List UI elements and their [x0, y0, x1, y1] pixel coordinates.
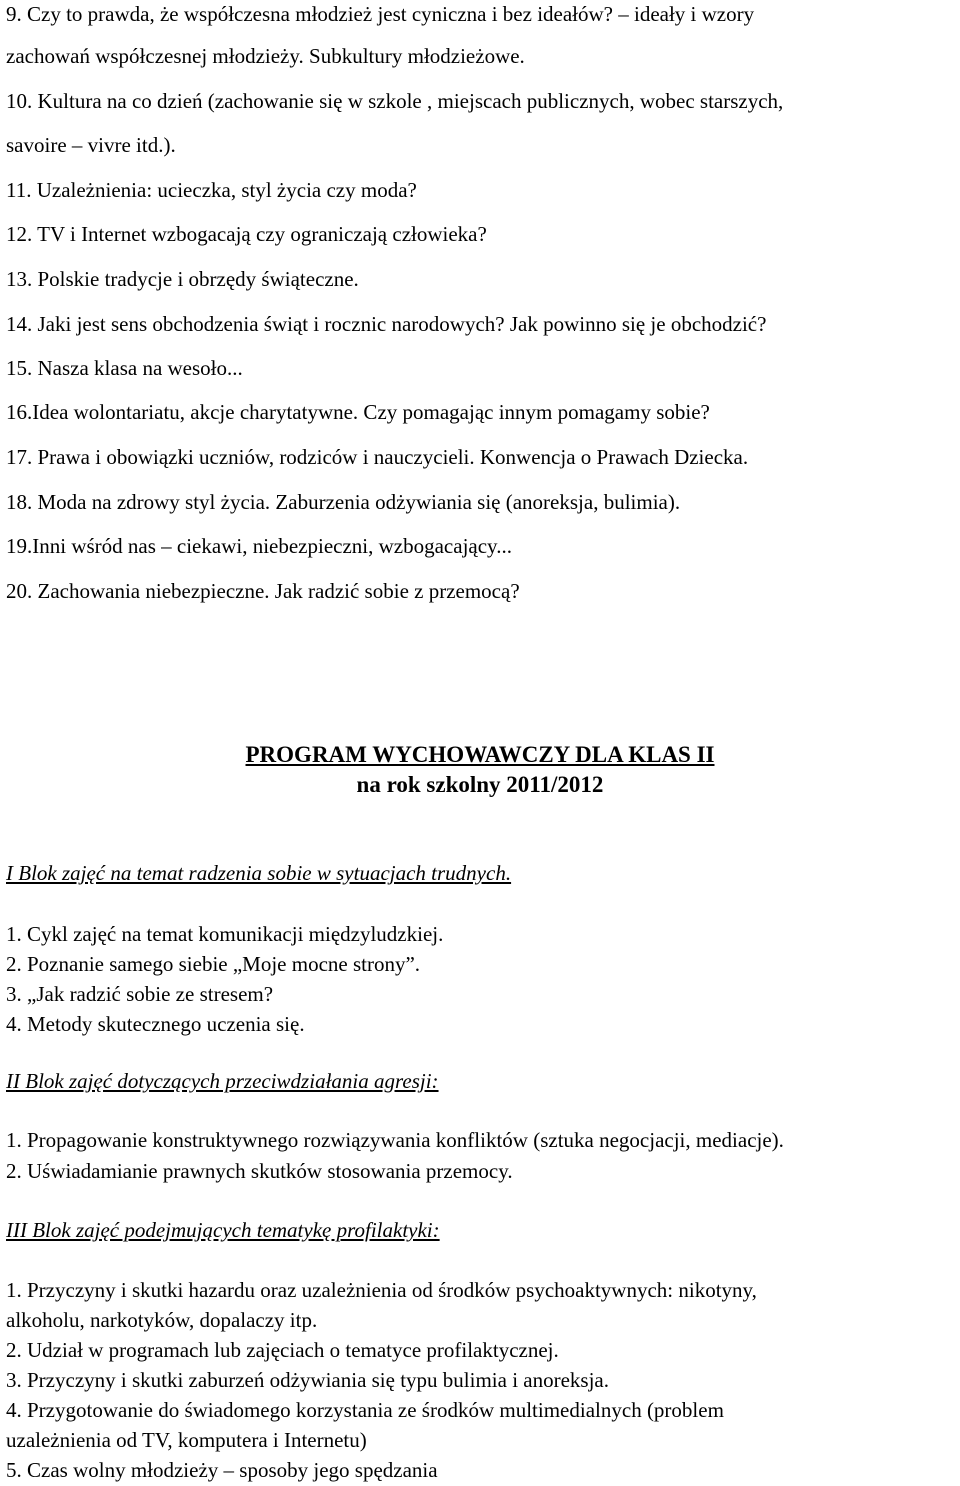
topic-line: 16.Idea wolontariatu, akcje charytatywne. Czy pomagając innym pomagamy sobie?: [6, 400, 710, 424]
topic-line: zachowań współczesnej młodzieży. Subkultury młodzieżowe.: [6, 44, 525, 68]
block3-item: 5. Czas wolny młodzieży – sposoby jego spędzania: [6, 1458, 438, 1482]
block1-item: 4. Metody skutecznego uczenia się.: [6, 1012, 305, 1036]
topic-line: 18. Moda na zdrowy styl życia. Zaburzenia odżywiania się (anoreksja, bulimia).: [6, 490, 681, 514]
block2-item: 1. Propagowanie konstruktywnego rozwiązywania konfliktów (sztuka negocjacji, mediacje).: [6, 1128, 784, 1152]
block1-item: 2. Poznanie samego siebie „Moje mocne strony”.: [6, 952, 421, 976]
topic-line: 13. Polskie tradycje i obrzędy świąteczne.: [6, 267, 359, 291]
block3-item: uzależnienia od TV, komputera i Internetu): [6, 1428, 367, 1452]
topic-line: savoire – vivre itd.).: [6, 133, 176, 157]
block1-item: 1. Cykl zajęć na temat komunikacji międzyludzkiej.: [6, 922, 444, 946]
program-subtitle: na rok szkolny 2011/2012: [356, 772, 604, 797]
topic-line: 11. Uzależnienia: ucieczka, styl życia czy moda?: [6, 178, 417, 202]
block3-item: alkoholu, narkotyków, dopalaczy itp.: [6, 1308, 318, 1332]
block2-item: 2. Uświadamianie prawnych skutków stosowania przemocy.: [6, 1159, 513, 1183]
block3-item: 3. Przyczyny i skutki zaburzeń odżywiania się typu bulimia i anoreksja.: [6, 1368, 610, 1392]
topic-line: 9. Czy to prawda, że współczesna młodzież jest cyniczna i bez ideałów? – ideały i wzory: [6, 2, 755, 26]
block3-title: III Blok zajęć podejmujących tematykę profilaktyki:: [6, 1218, 440, 1242]
topic-line: 17. Prawa i obowiązki uczniów, rodziców i nauczycieli. Konwencja o Prawach Dziecka.: [6, 445, 749, 469]
topic-line: 12. TV i Internet wzbogacają czy ograniczają człowieka?: [6, 222, 487, 246]
block3-item: 1. Przyczyny i skutki hazardu oraz uzależnienia od środków psychoaktywnych: nikotyny,: [6, 1278, 757, 1302]
block1-item: 3. „Jak radzić sobie ze stresem?: [6, 982, 274, 1006]
block1-title: I Blok zajęć na temat radzenia sobie w sytuacjach trudnych.: [6, 861, 512, 885]
topic-line: 14. Jaki jest sens obchodzenia świąt i rocznic narodowych? Jak powinno się je obchodzić?: [6, 312, 767, 336]
topic-line: 20. Zachowania niebezpieczne. Jak radzić sobie z przemocą?: [6, 579, 520, 603]
block3-item: 4. Przygotowanie do świadomego korzystania ze środków multimedialnych (problem: [6, 1398, 724, 1422]
block3-item: 2. Udział w programach lub zajęciach o tematyce profilaktycznej.: [6, 1338, 559, 1362]
topic-line: 19.Inni wśród nas – ciekawi, niebezpieczni, wzbogacający...: [6, 534, 512, 558]
topic-line: 15. Nasza klasa na wesoło...: [6, 356, 243, 380]
program-title: PROGRAM WYCHOWAWCZY DLA KLAS II: [245, 742, 715, 767]
topic-line: 10. Kultura na co dzień (zachowanie się w szkole , miejscach publicznych, wobec starszych,: [6, 89, 784, 113]
block2-title: II Blok zajęć dotyczących przeciwdziałania agresji:: [6, 1069, 439, 1093]
